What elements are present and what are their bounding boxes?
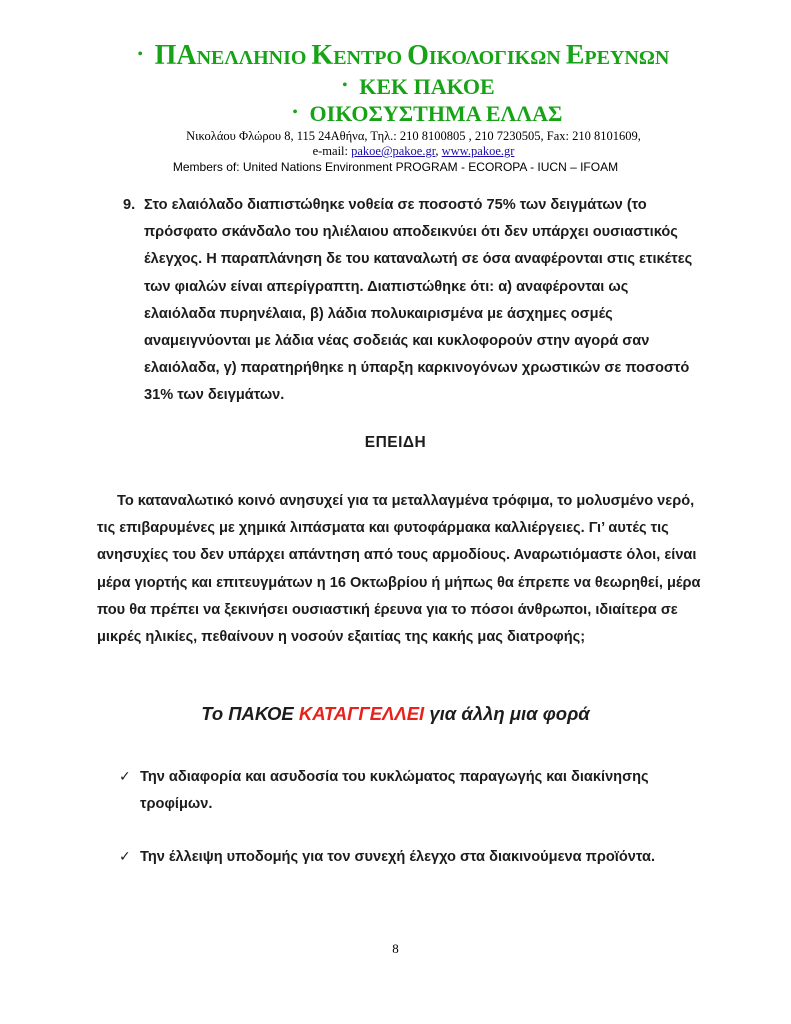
bullet-icon: • xyxy=(137,46,143,62)
checklist-item xyxy=(119,764,709,818)
separator: , xyxy=(435,144,442,158)
heading-suffix: για άλλη μια φορά xyxy=(424,703,590,724)
members-line: Members of: United Nations Environment PROGRAM - ECOROPA - IUCN – IFOAM xyxy=(172,160,619,174)
page-number: 8 xyxy=(392,941,399,956)
bullet-icon: • xyxy=(292,104,298,120)
name-rest: ΙΚΟΛΟΓΙΚΩΝ xyxy=(428,47,566,69)
letterhead xyxy=(0,42,791,175)
email-web-line xyxy=(36,144,791,159)
name-initial: ΠΑ xyxy=(154,40,197,71)
checklist-item-text: Την αδιαφορία και ασυδοσία του κυκλώματος παραγωγής και διακίνησης τροφίμων. xyxy=(140,769,649,813)
checklist-item-text: Την έλλειψη υποδομής για τον συνεχή έλεγχο στα διακινούμενα προϊόντα. xyxy=(140,849,656,865)
bullet-icon: • xyxy=(342,77,348,93)
organization-name xyxy=(16,42,791,74)
numbered-item-9 xyxy=(123,192,693,410)
name-rest: ΕΝΤΡΟ xyxy=(333,47,408,69)
section-heading: ΕΠΕΙΔΗ xyxy=(364,434,427,451)
address-line: Νικολάου Φλώρου 8, 115 24Αθήνα, Τηλ.: 210 8100805 , 210 7230505, Fax: 210 8101609, xyxy=(186,129,641,143)
heading-prefix: Το ΠΑΚΟΕ xyxy=(201,703,299,724)
email-label: e-mail: xyxy=(312,144,352,158)
kek-pakoe-text: ΚΕΚ ΠΑΚΟΕ xyxy=(359,74,495,99)
website-link[interactable]: www.pakoe.gr xyxy=(441,144,515,158)
contact-info xyxy=(0,129,791,159)
checkmark-icon: ✓ xyxy=(119,849,131,865)
kek-pakoe-line xyxy=(46,76,791,101)
checklist-item xyxy=(119,844,709,871)
name-initial: Ο xyxy=(407,40,429,71)
item-number: 9. xyxy=(123,197,136,213)
name-initial: Ε xyxy=(565,40,585,71)
item-text: Στο ελαιόλαδο διαπιστώθηκε νοθεία σε ποσοστό 75% των δειγμάτων (το πρόσφατο σκάνδαλο του ηλιέλαιου αποδεικνύει ότι δεν υπάρχει ουσιαστικός έλεγχος. Η παραπλάνηση δε του καταναλωτή σε όσα αναφέρονται στις ετικέτες των φιαλών είναι απερίγραπτη. Διαπιστώθηκε ότι: α) αναφέρονται ως ελαιόλαδα πυρηνέλαια, β) λάδια πολυκαιρισμένα με άσχημες οσμές αναμειγνύονται με λάδια νέας σοδειάς και κυκλοφορούν στην αγορά σαν ελαιόλαδα, γ) παρατηρήθηκε η ύπαρξη καρκινογόνων χρωστικών σε ποσοστό 31% των δειγμάτων. xyxy=(144,197,693,404)
name-rest: ΝΕΛΛΗΝΙΟ xyxy=(196,47,312,69)
heading-highlight: ΚΑΤΑΓΓΕΛΛΕΙ xyxy=(298,703,425,724)
name-initial: Κ xyxy=(311,40,334,71)
oikosystima-line xyxy=(64,103,791,128)
email-link[interactable]: pakoe@pakoe.gr xyxy=(351,144,436,158)
name-rest: ΡΕΥΝΩΝ xyxy=(584,47,670,69)
body-paragraph: Το καταναλωτικό κοινό ανησυχεί για τα μεταλλαγμένα τρόφιμα, το μολυσμένο νερό, τις επιβαρυμένες με χημικά λιπάσματα και φυτοφάρμακα καλλιέργειες. Γι’ αυτές τις ανησυχίες του δεν υπάρχει απάντηση από τους αρμοδίους. Αναρωτιόμαστε όλοι, είναι μέρα γιορτής και επιτευγμάτων η 16 Οκτωβρίου ή μήπως θα έπρεπε να θεωρηθεί, μέρα που θα πρέπει να ξεκινήσει ουσιαστική έρευνα για το πόσοι άνθρωποι, ιδιαίτερα σε μικρές ηλικίες, πεθαίνουν η νοσούν εξαιτίας της κακής μας διατροφής; xyxy=(97,493,701,646)
pakoe-denounces-heading xyxy=(0,703,791,725)
checkmark-icon: ✓ xyxy=(119,769,131,785)
oikosystima-text: ΟΙΚΟΣΥΣΤΗΜΑ ΕΛΛΑΣ xyxy=(309,101,563,126)
